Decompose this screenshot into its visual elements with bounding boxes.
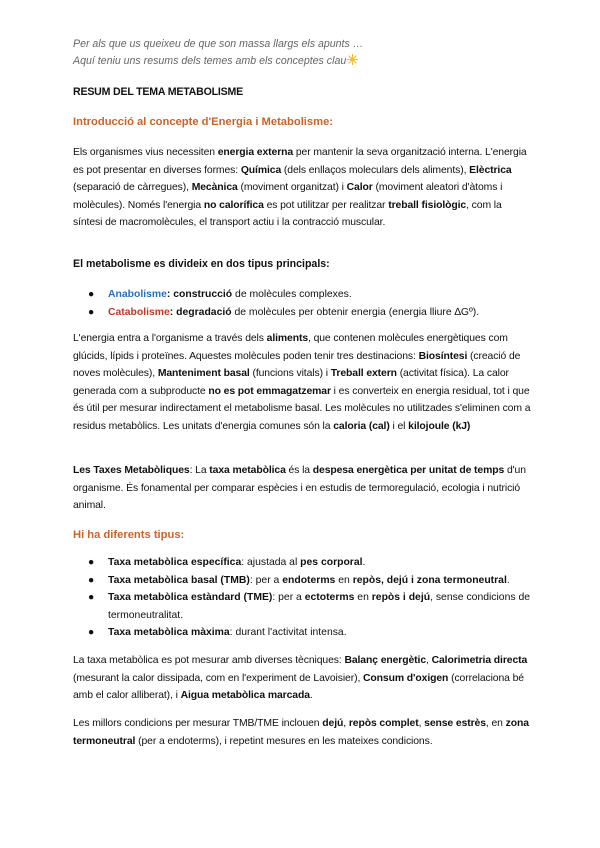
- bullet-dot: ●: [88, 557, 95, 568]
- intro-line-2: [73, 53, 553, 70]
- paragraph-energy-intake: L'energia entra a l'organisme a través dels aliments, que contenen molècules energètiques com glúcids, lípids i proteïnes. Aquestes molècules poden tenir tres destinacions: Biosíntesi (creació de noves molècules), Manteniment basal (funcions vitals) i Treball extern (activitat física). La calor generada com a subproducte no es pot emmagatzemar i es converteix en energia residual, tot i que és útil per mesurar indirectament el metabolisme basal. Les molècules no utilitzades s'eliminen com a residus metabòlics. Les unitats d'energia comunes són la caloria (cal) i el kilojoule (kJ): [73, 333, 531, 432]
- paragraph-measurement-conditions: Les millors condicions per mesurar TMB/TME inclouen dejú, repòs complet, sense estrès, en zona termoneutral (per a endoterms), i repetint mesures en les mateixes condicions.: [73, 718, 529, 747]
- section-heading-types: Hi ha diferents tipus:: [73, 529, 185, 541]
- list-item-max-rate: ● Taxa metabòlica màxima: durant l'activitat intensa.: [73, 624, 533, 642]
- paragraph-metabolic-rates: Les Taxes Metabòliques: La taxa metabòlica és la despesa energètica per unitat de temps d'un organisme. És fonamental per comparar espècies i en estudis de termoregulació, ecologia i nutrició animal.: [73, 465, 526, 512]
- bullet-dot: ●: [88, 627, 95, 639]
- paragraph-measurement-techniques: La taxa metabòlica es pot mesurar amb diverses tècniques: Balanç energètic, Calorimetria directa (mesurant la calor dissipada, com en l'experiment de Lavoisier), Consum d'oxigen (correlaciona bé amb el calor alliberat), i Aigua metabòlica marcada.: [73, 655, 528, 702]
- bullet-dot: ●: [88, 289, 95, 300]
- intro-note: [73, 36, 553, 70]
- rate-types-list: [73, 554, 533, 642]
- bullet-dot: ●: [88, 574, 95, 586]
- section-heading-intro: Introducció al concepte d'Energia i Metabolisme:: [73, 116, 334, 128]
- list-item-anabolisme: ● Anabolisme: construcció de molècules complexes.: [73, 286, 533, 304]
- bullet-dot: ●: [88, 592, 95, 604]
- intro-line-2-text: Aquí teniu uns resums dels temes amb els conceptes clau: [73, 55, 347, 67]
- list-item-basal-rate: ● Taxa metabòlica basal (TMB): per a endoterms en repòs, dejú i zona termoneutral.: [73, 572, 533, 590]
- list-item-catabolisme: ● Catabolisme: degradació de molècules per obtenir energia (energia lliure ∆Gº).: [73, 304, 533, 322]
- sun-icon: [347, 54, 358, 65]
- list-item-standard-rate: ● Taxa metabòlica estàndard (TME): per a ectoterms en repòs i dejú, sense condicions de termoneutralitat.: [73, 589, 533, 624]
- bullet-dot: ●: [88, 306, 95, 318]
- metabolism-types-heading: El metabolisme es divideix en dos tipus principals:: [73, 258, 330, 270]
- list-item-specific-rate: ● Taxa metabòlica específica: ajustada al pes corporal.: [73, 554, 533, 572]
- intro-line-1: Per als que us queixeu de que son massa llargs els apunts …: [73, 38, 364, 50]
- document-title: RESUM DEL TEMA METABOLISME: [73, 86, 243, 98]
- metabolism-types-list: [73, 286, 533, 321]
- paragraph-energy-intro: Els organismes vius necessiten energia externa per mantenir la seva organització interna. L'energia es pot presentar en diverses formes: Química (dels enllaços moleculars dels aliments), Elèctrica (separació de càrregues), Mecànica (moviment organitzat) i Calor (moviment aleatori d'àtoms i molècules). Només l'energia no calorífica es pot utilitzar per realitzar treball fisiològic, com la síntesi de macromolècules, el transport actiu i la contracció muscular.: [73, 147, 527, 229]
